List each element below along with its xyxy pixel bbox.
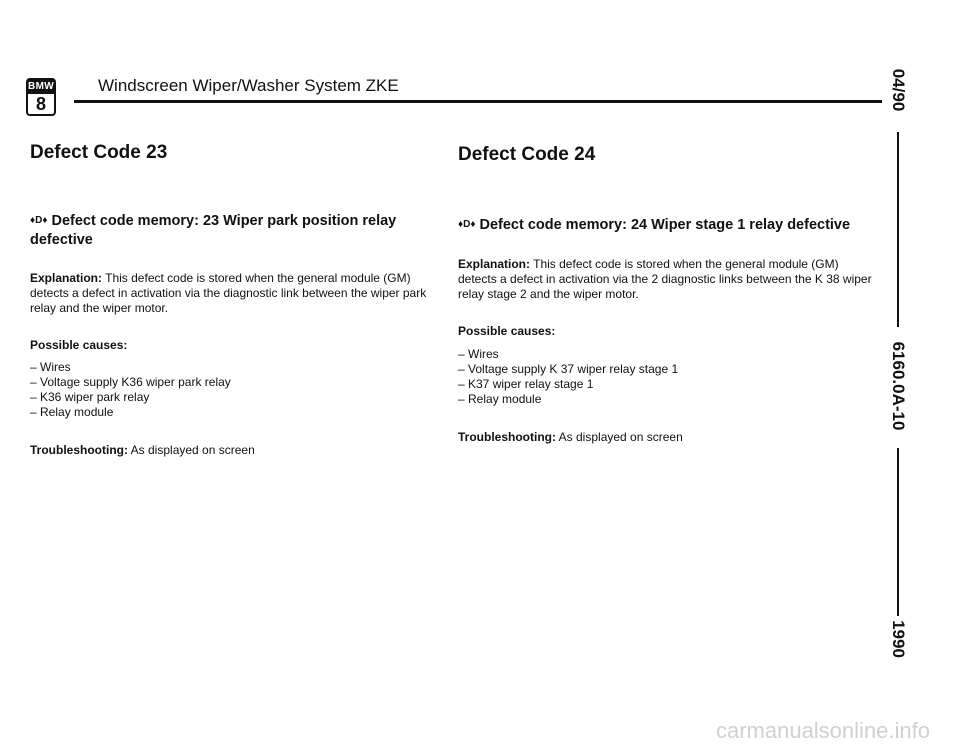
possible-causes-list — [30, 360, 430, 420]
defect-memory-heading — [30, 211, 430, 250]
possible-causes-list — [458, 347, 878, 407]
defect-code-23-section — [30, 142, 430, 458]
troubleshooting-label: Troubleshooting: — [458, 430, 556, 444]
defect-memory-text: Defect code memory: 24 Wiper stage 1 relay defective — [475, 217, 851, 233]
bmw-group-logo — [26, 78, 56, 116]
list-item: – Relay module — [30, 405, 114, 419]
troubleshooting-paragraph — [30, 443, 430, 458]
logo-brand: BMW — [28, 81, 54, 92]
possible-causes-label: Possible causes: — [30, 338, 128, 352]
page-header-title: Windscreen Wiper/Washer System ZKE — [98, 76, 399, 95]
defect-code-24-section — [458, 144, 878, 445]
troubleshooting-label: Troubleshooting: — [30, 443, 128, 457]
list-item: – Voltage supply K36 wiper park relay — [30, 375, 231, 389]
diagnosis-symbol: ♦D♦ — [458, 219, 476, 230]
section-title: Defect Code 24 — [458, 144, 596, 165]
section-title: Defect Code 23 — [30, 142, 168, 163]
possible-causes-label: Possible causes: — [458, 324, 556, 338]
margin-year: 1990 — [889, 620, 908, 658]
footer-watermark: carmanualsonline.info — [715, 718, 930, 743]
list-item: – Wires — [30, 360, 71, 374]
troubleshooting-paragraph — [458, 430, 878, 445]
margin-rule-1 — [897, 132, 899, 327]
margin-rule-2 — [897, 448, 899, 616]
diagnosis-symbol: ♦D♦ — [30, 215, 48, 226]
explanation-paragraph — [458, 257, 878, 302]
troubleshooting-text: As displayed on screen — [128, 443, 255, 457]
defect-memory-heading — [458, 215, 878, 235]
troubleshooting-text: As displayed on screen — [556, 430, 683, 444]
list-item: – Relay module — [458, 392, 542, 406]
explanation-label: Explanation: — [458, 257, 531, 271]
list-item: – Voltage supply K 37 wiper relay stage 1 — [458, 362, 679, 376]
explanation-text: This defect code is stored when the general module (GM) detects a defect in activation via the 2 diagnostic links between the K 38 wiper relay stage 2 and the wiper motor. — [458, 257, 872, 301]
explanation-paragraph — [30, 271, 430, 316]
defect-memory-text: Defect code memory: 23 Wiper park position relay defective — [30, 213, 397, 248]
list-item: – Wires — [458, 347, 499, 361]
margin-date: 04/90 — [889, 68, 908, 112]
header-divider — [74, 100, 882, 103]
logo-group-number: 8 — [35, 94, 46, 114]
list-item: – K37 wiper relay stage 1 — [458, 377, 594, 391]
explanation-text: This defect code is stored when the general module (GM) detects a defect in activation via the diagnostic link between the wiper park relay and the wiper motor. — [30, 271, 427, 315]
explanation-label: Explanation: — [30, 271, 103, 285]
margin-doc-number: 6160.0A-10 — [889, 341, 908, 431]
list-item: – K36 wiper park relay — [30, 390, 150, 404]
